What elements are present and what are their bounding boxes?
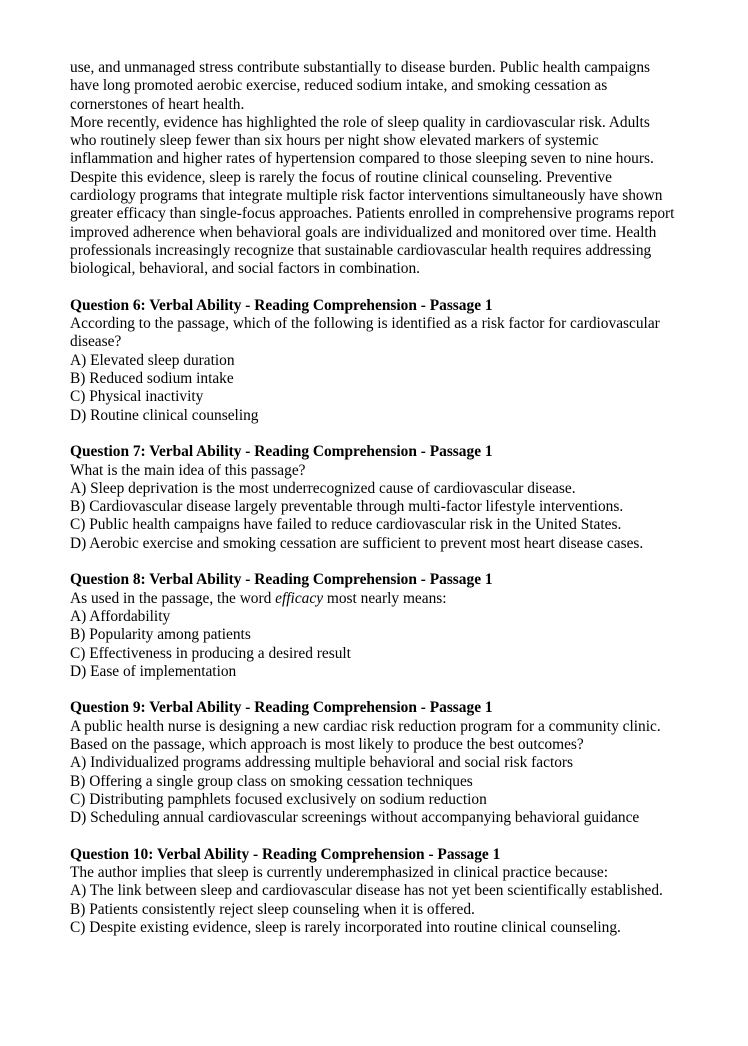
question-10-stem: The author implies that sleep is currently underemphasized in clinical practice because:	[70, 864, 609, 882]
question-6	[70, 297, 680, 425]
document-page	[70, 59, 680, 937]
question-9-stem: A public health nurse is designing a new cardiac risk reduction program for a community clinic. Based on the passage, which approach is most likely to produce the best outcomes?	[70, 717, 661, 753]
question-6-title: Question 6: Verbal Ability - Reading Comprehension - Passage 1	[70, 296, 493, 314]
question-7-title: Question 7: Verbal Ability - Reading Comprehension - Passage 1	[70, 443, 493, 461]
question-6-option-c: C) Physical inactivity	[70, 388, 204, 406]
question-8-stem-tail: most nearly means:	[323, 589, 447, 607]
question-8-option-b: B) Popularity among patients	[70, 626, 251, 644]
question-9-option-b: B) Offering a single group class on smoking cessation techniques	[70, 772, 473, 790]
question-8	[70, 571, 680, 681]
question-10-option-c: C) Despite existing evidence, sleep is rarely incorporated into routine clinical counseling.	[70, 918, 621, 936]
question-8-option-a: A) Affordability	[70, 607, 171, 625]
question-7-option-d: D) Aerobic exercise and smoking cessation are sufficient to prevent most heart disease cases.	[70, 534, 644, 552]
question-6-stem: According to the passage, which of the following is identified as a risk factor for cardiovascular disease?	[70, 315, 660, 351]
passage-paragraph-1: use, and unmanaged stress contribute substantially to disease burden. Public health campaigns have long promoted aerobic exercise, reduced sodium intake, and smoking cessation as cornerstones of heart health.	[70, 59, 651, 113]
question-9-option-a: A) Individualized programs addressing multiple behavioral and social risk factors	[70, 754, 574, 772]
question-7-option-a: A) Sleep deprivation is the most underrecognized cause of cardiovascular disease.	[70, 479, 576, 497]
question-9-title: Question 9: Verbal Ability - Reading Comprehension - Passage 1	[70, 699, 493, 717]
question-8-stem	[70, 590, 680, 608]
question-9-option-d: D) Scheduling annual cardiovascular screenings without accompanying behavioral guidance	[70, 809, 640, 827]
question-8-title: Question 8: Verbal Ability - Reading Comprehension - Passage 1	[70, 571, 493, 589]
question-6-option-a: A) Elevated sleep duration	[70, 351, 235, 369]
question-7-option-b: B) Cardiovascular disease largely preventable through multi-factor lifestyle interventions.	[70, 498, 624, 516]
question-10-title: Question 10: Verbal Ability - Reading Comprehension - Passage 1	[70, 845, 501, 863]
question-10-option-b: B) Patients consistently reject sleep counseling when it is offered.	[70, 900, 475, 918]
question-7	[70, 443, 680, 553]
question-7-stem: What is the main idea of this passage?	[70, 461, 306, 479]
question-9-option-c: C) Distributing pamphlets focused exclusively on sodium reduction	[70, 790, 487, 808]
question-6-option-d: D) Routine clinical counseling	[70, 406, 259, 424]
question-8-option-c: C) Effectiveness in producing a desired result	[70, 644, 351, 662]
question-8-stem-term: efficacy	[275, 589, 324, 607]
question-6-option-b: B) Reduced sodium intake	[70, 370, 234, 388]
passage	[70, 59, 680, 279]
question-8-option-d: D) Ease of implementation	[70, 662, 237, 680]
question-10	[70, 846, 680, 937]
question-7-option-c: C) Public health campaigns have failed to reduce cardiovascular risk in the United States.	[70, 516, 622, 534]
question-10-option-a: A) The link between sleep and cardiovascular disease has not yet been scientifically established.	[70, 882, 663, 900]
question-9	[70, 699, 680, 827]
question-8-stem-lead: As used in the passage, the word	[70, 589, 276, 607]
passage-paragraph-2: More recently, evidence has highlighted the role of sleep quality in cardiovascular risk. Adults who routinely sleep fewer than six hours per night show elevated markers of systemic inflammation and higher rates of hypertension compared to those sleeping seven to nine hours. Despite this evidence, sleep is rarely the focus of routine clinical counseling. Preventive cardiology programs that integrate multiple risk factor interventions simultaneously have shown greater efficacy than single-focus approaches. Patients enrolled in comprehensive programs report improved adherence when behavioral goals are individualized and monitored over time. Health professionals increasingly recognize that sustainable cardiovascular health requires addressing biological, behavioral, and social factors in combination.	[70, 113, 675, 278]
